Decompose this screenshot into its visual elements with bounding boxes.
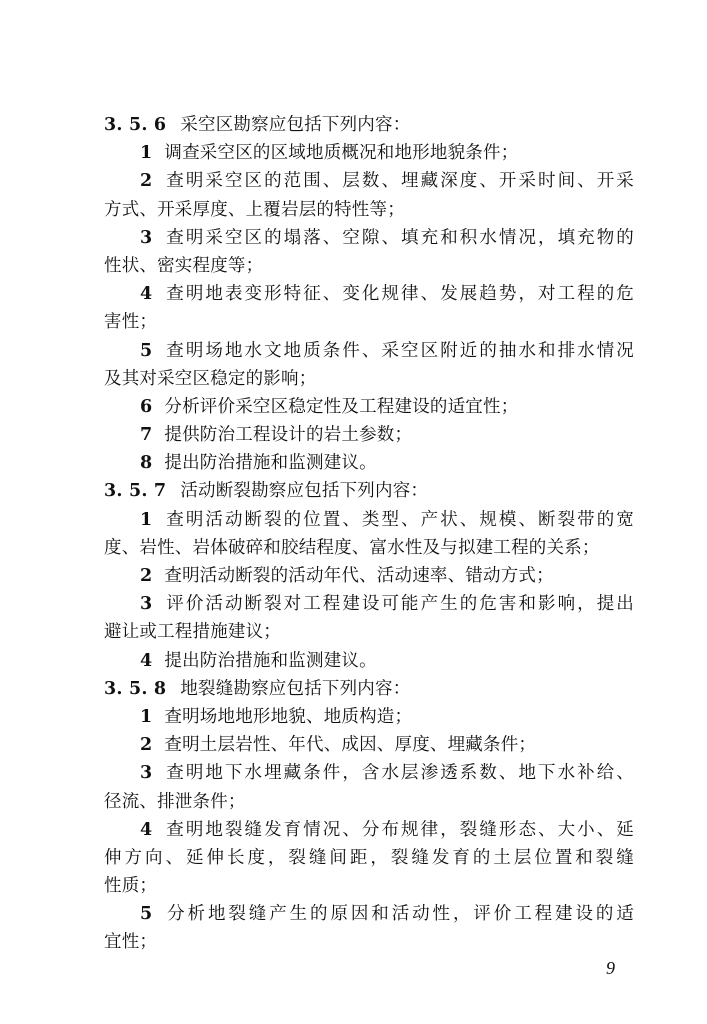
item-number: 2 — [140, 735, 153, 756]
item-text: 查明土层岩性、年代、成因、厚度、埋藏条件； — [164, 735, 537, 756]
item-number: 1 — [140, 509, 153, 530]
list-item-continuation — [104, 788, 634, 816]
list-item — [104, 647, 634, 675]
list-item — [104, 167, 634, 195]
item-number: 8 — [140, 453, 153, 474]
list-item — [104, 449, 634, 477]
item-number: 6 — [140, 396, 153, 417]
list-item — [104, 731, 634, 759]
item-text: 避让或工程措施建议； — [104, 622, 281, 643]
list-item — [104, 590, 634, 618]
list-item-continuation — [104, 365, 634, 393]
item-text: 分析评价采空区稳定性及工程建设的适宜性； — [164, 396, 519, 417]
item-text: 评价活动断裂对工程建设可能产生的危害和影响，提出 — [164, 594, 634, 615]
list-item — [104, 421, 634, 449]
list-item-continuation — [104, 534, 634, 562]
item-number: 3 — [140, 227, 153, 248]
item-text: 分析地裂缝产生的原因和活动性，评价工程建设的适 — [164, 904, 634, 925]
section-heading — [104, 675, 634, 703]
item-number: 3 — [140, 763, 153, 784]
item-text: 查明采空区的范围、层数、埋藏深度、开采时间、开采 — [164, 171, 634, 192]
item-text: 伸方向、延伸长度，裂缝间距，裂缝发育的土层位置和裂缝 — [104, 847, 634, 868]
item-text: 性状、密实程度等； — [104, 255, 264, 276]
section-heading — [104, 111, 634, 139]
item-text: 查明采空区的塌落、空隙、填充和积水情况，填充物的 — [164, 227, 634, 248]
list-item — [104, 280, 634, 308]
item-number: 4 — [140, 650, 153, 671]
item-text: 方式、开采厚度、上覆岩层的特性等； — [104, 199, 405, 220]
list-item-continuation — [104, 308, 634, 336]
section-title: 地裂缝勘察应包括下列内容： — [180, 678, 411, 699]
list-item-continuation — [104, 618, 634, 646]
item-text: 查明地表变形特征、变化规律、发展趋势，对工程的危 — [164, 284, 634, 305]
page-number: 9 — [606, 958, 615, 978]
section-number: 3. 5. 6 — [104, 115, 167, 135]
item-number: 7 — [140, 425, 153, 446]
list-item-continuation — [104, 196, 634, 224]
list-item — [104, 506, 634, 534]
item-text: 提出防治措施和监测建议。 — [164, 453, 377, 474]
item-number: 4 — [140, 284, 153, 305]
list-item-continuation — [104, 844, 634, 872]
list-item — [104, 139, 634, 167]
list-item — [104, 759, 634, 787]
section-number: 3. 5. 7 — [104, 481, 167, 502]
item-number: 1 — [140, 143, 153, 164]
item-text: 查明地下水埋藏条件，含水层渗透系数、地下水补给、 — [164, 763, 634, 784]
item-number: 5 — [140, 904, 153, 925]
item-number: 5 — [140, 340, 153, 361]
section-number: 3. 5. 8 — [104, 678, 167, 699]
item-text: 查明活动断裂的位置、类型、产状、规模、断裂带的宽 — [164, 509, 634, 530]
item-text: 查明场地地形地貌、地质构造； — [164, 706, 413, 727]
item-text: 查明地裂缝发育情况、分布规律，裂缝形态、大小、延 — [164, 819, 634, 840]
list-item-continuation — [104, 872, 634, 900]
page-body — [104, 111, 634, 957]
item-number: 2 — [140, 566, 153, 586]
list-item — [104, 562, 634, 590]
list-item-continuation — [104, 252, 634, 280]
item-text: 提出防治措施和监测建议。 — [164, 650, 377, 671]
item-text: 害性； — [104, 312, 158, 333]
item-text: 查明活动断裂的活动年代、活动速率、错动方式； — [164, 566, 554, 586]
section-heading — [104, 477, 634, 505]
item-text: 及其对采空区稳定的影响； — [104, 368, 317, 389]
item-number: 2 — [140, 171, 153, 192]
list-item — [104, 393, 634, 421]
item-text: 提供防治工程设计的岩土参数； — [164, 425, 413, 446]
section-title: 采空区勘察应包括下列内容： — [180, 115, 411, 135]
list-item — [104, 900, 634, 928]
item-text: 宜性； — [104, 932, 158, 953]
list-item — [104, 816, 634, 844]
item-number: 1 — [140, 706, 153, 727]
item-text: 调查采空区的区域地质概况和地形地貌条件； — [164, 143, 519, 164]
item-text: 径流、排泄条件； — [104, 791, 246, 812]
section-title: 活动断裂勘察应包括下列内容： — [180, 481, 429, 502]
list-item-continuation — [104, 928, 634, 956]
list-item — [104, 224, 634, 252]
item-text: 度、岩性、岩体破碎和胶结程度、富水性及与拟建工程的关系； — [104, 537, 600, 558]
list-item — [104, 337, 634, 365]
list-item — [104, 703, 634, 731]
item-text: 查明场地水文地质条件、采空区附近的抽水和排水情况 — [164, 340, 634, 361]
item-number: 4 — [140, 819, 153, 840]
item-number: 3 — [140, 594, 153, 615]
item-text: 性质； — [104, 876, 158, 897]
